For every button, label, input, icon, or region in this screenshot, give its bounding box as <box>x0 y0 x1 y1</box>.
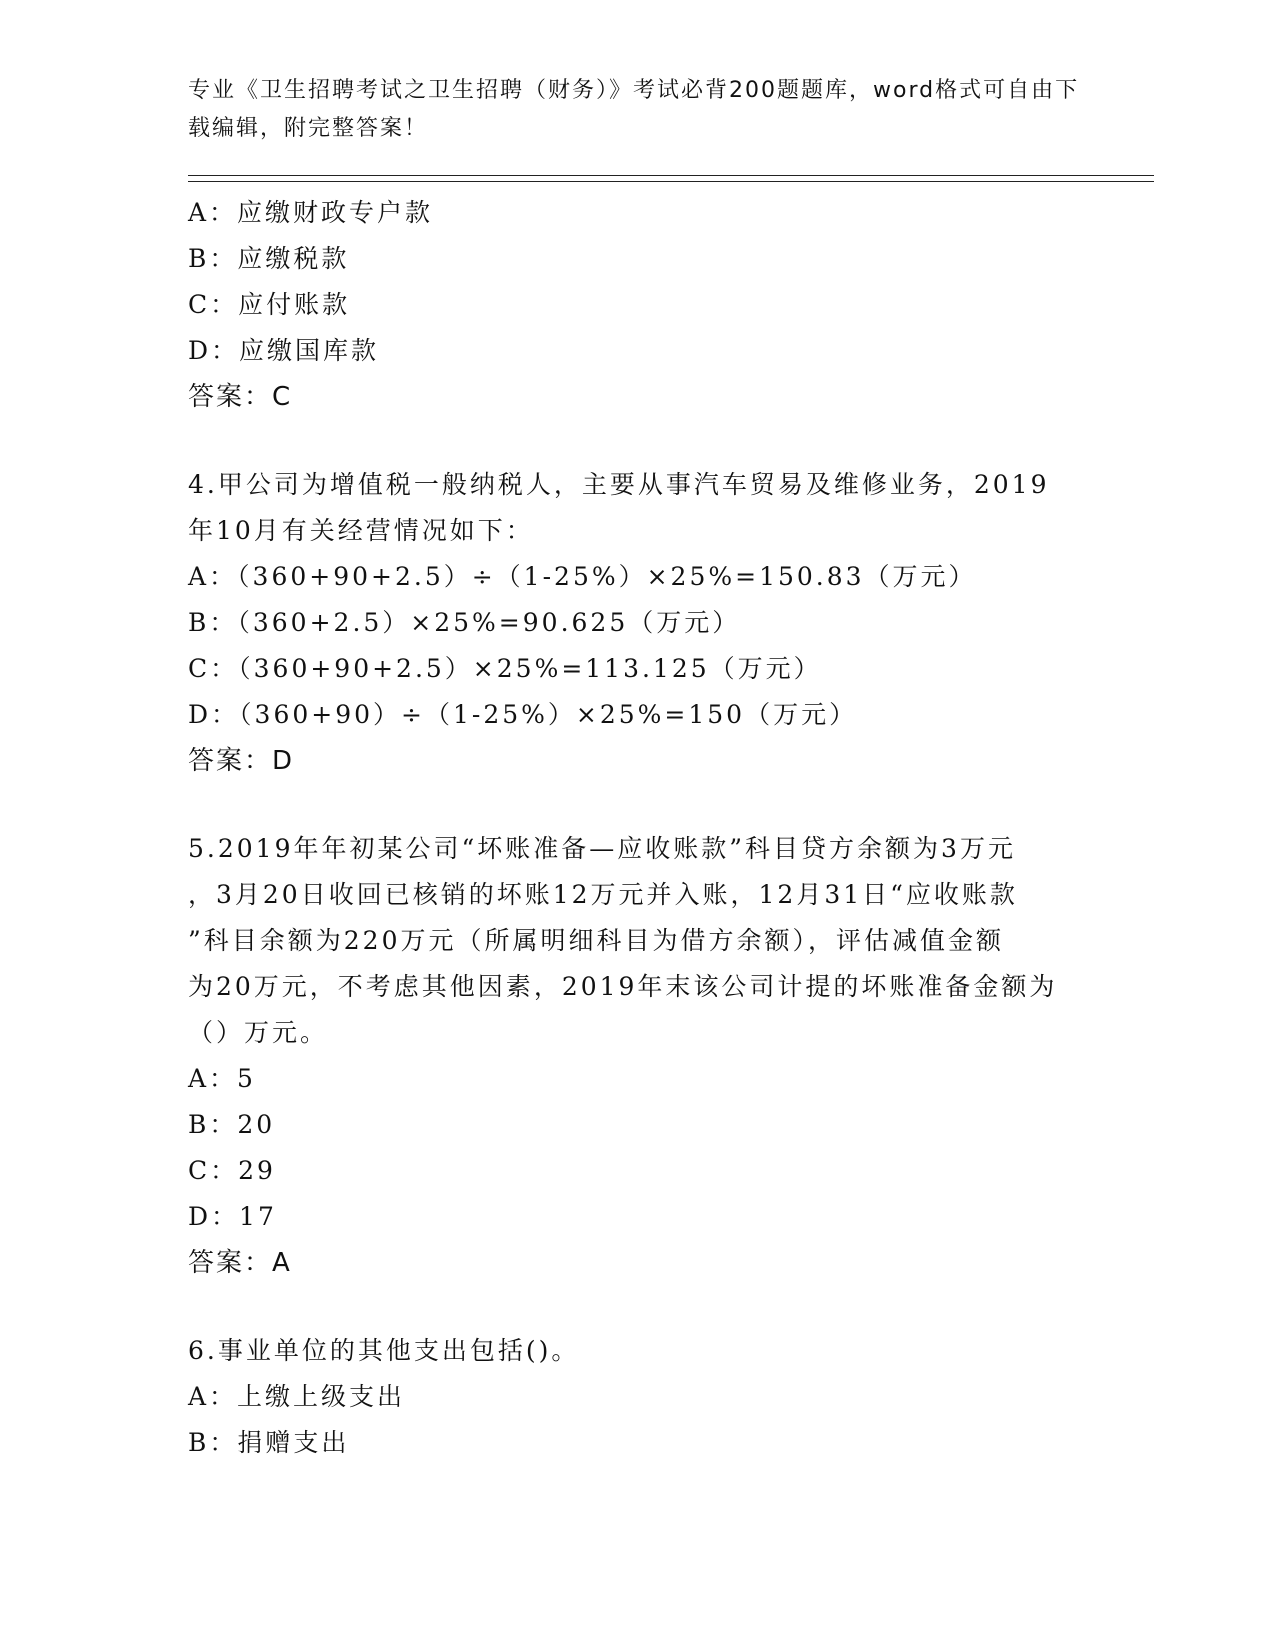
option-d: D：17 <box>188 1202 277 1231</box>
question-stem: 6.事业单位的其他支出包括()。 <box>188 1336 580 1365</box>
question-stem: 5.2019年年初某公司“坏账准备—应收账款”科目贷方余额为3万元 <box>188 834 1016 863</box>
answer: 答案：A <box>188 1248 292 1278</box>
question-stem: ”科目余额为220万元（所属明细科目为借方余额），评估减值金额 <box>188 926 1005 955</box>
question-stem: （）万元。 <box>188 1018 329 1047</box>
header-divider-top <box>188 175 1154 176</box>
question-stem: 4.甲公司为增值税一般纳税人，主要从事汽车贸易及维修业务，2019 <box>188 470 1050 499</box>
option-b: B：应缴税款 <box>188 244 350 273</box>
question-3 <box>188 190 1088 420</box>
option-a: A：上缴上级支出 <box>188 1382 406 1411</box>
question-5 <box>188 826 1088 1286</box>
option-b: B：20 <box>188 1110 276 1139</box>
header-divider-bottom <box>188 181 1154 182</box>
answer: 答案：C <box>188 382 293 412</box>
option-d: D：（360+90）÷（1-25%）×25%=150（万元） <box>188 700 858 729</box>
question-6 <box>188 1328 1088 1466</box>
question-stem: 为20万元，不考虑其他因素，2019年末该公司计提的坏账准备金额为 <box>188 972 1058 1001</box>
option-a: A：5 <box>188 1064 256 1093</box>
option-a: A：（360+90+2.5）÷（1-25%）×25%=150.83（万元） <box>188 562 977 591</box>
answer: 答案：D <box>188 746 295 776</box>
option-c: C：29 <box>188 1156 276 1185</box>
option-a: A：应缴财政专户款 <box>188 198 434 227</box>
option-b: B：捐赠支出 <box>188 1428 350 1457</box>
option-b: B：（360+2.5）×25%=90.625（万元） <box>188 608 741 637</box>
option-d: D：应缴国库款 <box>188 336 380 365</box>
option-c: C：（360+90+2.5）×25%=113.125（万元） <box>188 654 822 683</box>
question-4 <box>188 462 1088 784</box>
document-header: 专业《卫生招聘考试之卫生招聘（财务）》考试必背200题题库，word格式可自由下载编辑，附完整答案！ <box>188 78 1080 141</box>
option-c: C：应付账款 <box>188 290 351 319</box>
question-content <box>188 190 1088 1466</box>
question-stem: ，3月20日收回已核销的坏账12万元并入账，12月31日“应收账款 <box>188 880 1018 909</box>
question-stem: 年10月有关经营情况如下： <box>188 516 534 545</box>
